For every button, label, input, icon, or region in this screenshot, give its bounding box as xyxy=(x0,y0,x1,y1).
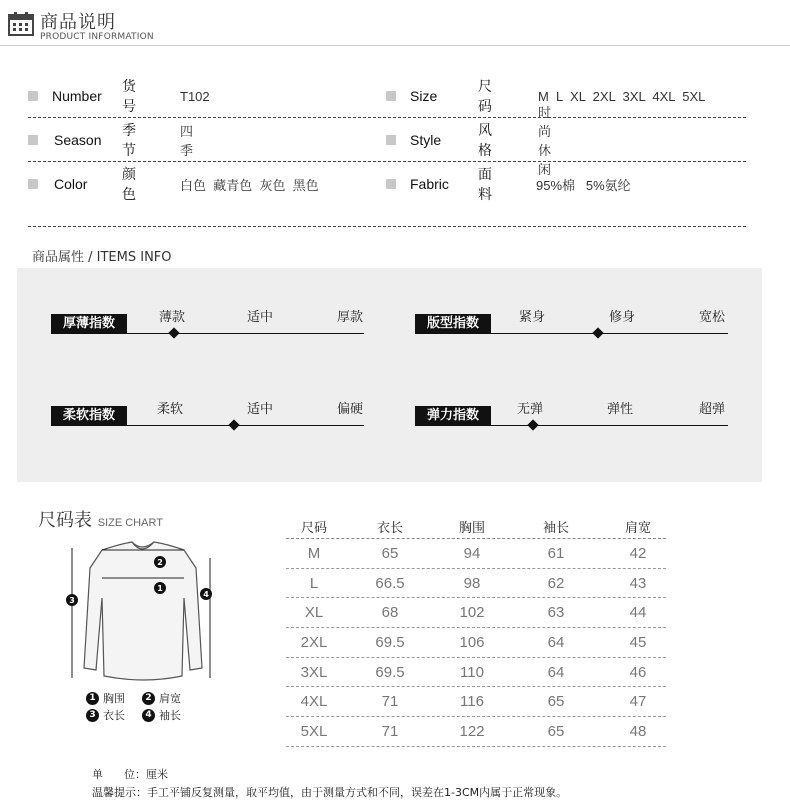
scale-mark-mid: 适中 xyxy=(247,402,274,417)
scale-mark-low: 无弹 xyxy=(517,402,544,417)
scale-mark-high: 厚款 xyxy=(337,310,364,325)
spec-label-en: Style xyxy=(410,132,442,148)
legend-label: 袖长 xyxy=(159,709,181,722)
number-badge-icon: 4 xyxy=(142,709,155,722)
spec-label-en: Fabric xyxy=(410,176,449,192)
bullet-square-icon xyxy=(28,179,38,189)
table-header-cell: 尺码 xyxy=(300,521,327,536)
table-row xyxy=(286,628,666,658)
scale-mark-low: 薄款 xyxy=(159,310,186,325)
scale-mark-mid: 适中 xyxy=(247,310,274,325)
spec-item xyxy=(386,74,706,118)
spec-label-cn: 颜色 xyxy=(122,167,136,203)
spec-label-cn: 面料 xyxy=(478,167,492,203)
table-cell: 62 xyxy=(547,574,565,592)
svg-text:1: 1 xyxy=(157,584,163,593)
table-cell: 106 xyxy=(459,634,485,652)
spec-value: 时尚休闲 xyxy=(538,105,552,177)
scale-mark-high: 宽松 xyxy=(699,310,726,325)
spec-label-cn: 尺码 xyxy=(478,79,492,115)
table-cell: 65 xyxy=(547,693,565,711)
header-divider xyxy=(0,45,790,46)
bullet-square-icon xyxy=(386,135,396,145)
table-row xyxy=(286,687,666,717)
care-tip: 温馨提示：手工平铺反复测量，取平均值，由于测量方式和不同，误差在1-3CM内属于正常现象。 xyxy=(92,786,568,799)
table-cell: 66.5 xyxy=(375,574,405,592)
legend-label: 肩宽 xyxy=(159,692,181,705)
attribute-scale xyxy=(51,306,364,336)
legend-label: 胸围 xyxy=(103,692,125,705)
scale-indicator-icon xyxy=(527,419,538,430)
svg-text:2: 2 xyxy=(157,558,163,567)
header-subtitle: PRODUCT INFORMATION xyxy=(40,32,154,42)
size-chart-title xyxy=(38,506,163,532)
table-header-row xyxy=(286,513,666,539)
table-cell: 44 xyxy=(629,604,647,622)
scale-mark-low: 紧身 xyxy=(519,310,546,325)
attribute-scale xyxy=(51,398,364,428)
spec-value: 四季 xyxy=(180,124,194,158)
spec-value: 白色 藏青色 灰色 黑色 xyxy=(180,177,319,193)
table-cell: 63 xyxy=(547,604,565,622)
legend-item xyxy=(142,690,181,706)
table-cell: 116 xyxy=(460,693,484,711)
table-cell: 65 xyxy=(547,723,565,741)
bullet-square-icon xyxy=(386,91,396,101)
table-cell: 98 xyxy=(463,574,481,592)
number-badge-icon: 2 xyxy=(142,692,155,705)
table-cell: 110 xyxy=(460,663,484,681)
number-badge-icon: 1 xyxy=(86,692,99,705)
table-row xyxy=(286,598,666,628)
svg-text:3: 3 xyxy=(69,596,75,605)
table-cell: 71 xyxy=(381,723,399,741)
attribute-scale xyxy=(415,306,728,336)
spec-label-cn: 货号 xyxy=(122,79,136,115)
bullet-square-icon xyxy=(28,135,38,145)
bullet-square-icon xyxy=(28,91,38,101)
table-row xyxy=(286,539,666,569)
attribute-scale xyxy=(415,398,728,428)
size-chart-title-en: SIZE CHART xyxy=(97,517,163,529)
scale-line xyxy=(51,333,364,334)
bullet-square-icon xyxy=(386,179,396,189)
table-cell: 43 xyxy=(629,574,647,592)
spec-row xyxy=(28,162,746,206)
size-chart-title-cn: 尺码表 xyxy=(38,510,92,531)
scale-line xyxy=(51,425,364,426)
table-cell: M xyxy=(307,545,321,562)
attributes-panel xyxy=(17,268,762,482)
spec-value: 95%棉 5%氨纶 xyxy=(536,177,631,193)
scale-line xyxy=(415,333,728,334)
number-badge-icon: 3 xyxy=(86,709,99,722)
spec-item xyxy=(28,162,319,206)
legend-item xyxy=(86,707,125,723)
table-cell: 64 xyxy=(547,663,565,681)
attribute-label: 柔软指数 xyxy=(51,406,127,426)
legend-item xyxy=(86,690,125,706)
calendar-icon xyxy=(8,12,34,36)
table-cell: 48 xyxy=(629,723,647,741)
unit-note: 单 位：厘米 xyxy=(92,768,168,781)
legend-item xyxy=(142,707,181,723)
spec-label-cn: 季节 xyxy=(122,123,136,159)
table-body xyxy=(286,539,666,747)
table-cell: 42 xyxy=(629,545,647,562)
table-cell: 4XL xyxy=(300,693,328,711)
table-cell: 69.5 xyxy=(375,663,405,681)
table-cell: 102 xyxy=(459,604,485,622)
table-cell: 5XL xyxy=(300,723,328,741)
scale-mark-high: 偏硬 xyxy=(337,402,364,417)
spec-divider xyxy=(28,226,746,227)
scale-mark-mid: 弹性 xyxy=(607,402,634,417)
table-cell: 45 xyxy=(629,634,647,652)
header-title: 商品说明 xyxy=(40,12,116,33)
attributes-title: 商品属性 / ITEMS INFO xyxy=(32,250,172,265)
table-row xyxy=(286,569,666,599)
table-cell: 65 xyxy=(381,545,399,562)
spec-item xyxy=(28,118,194,162)
attribute-label: 厚薄指数 xyxy=(51,314,127,334)
spec-label-en: Size xyxy=(410,88,438,104)
spec-item xyxy=(386,162,631,206)
table-header-cell: 肩宽 xyxy=(624,521,651,536)
table-cell: 46 xyxy=(629,663,647,681)
table-cell: L xyxy=(309,574,319,592)
table-cell: 3XL xyxy=(300,663,328,681)
attribute-label: 版型指数 xyxy=(415,314,491,334)
table-cell: XL xyxy=(304,604,324,622)
table-cell: 64 xyxy=(547,634,565,652)
table-cell: 122 xyxy=(459,723,485,741)
spec-value: M L XL 2XL 3XL 4XL 5XL xyxy=(538,88,706,104)
shirt-measurement-diagram xyxy=(62,538,222,688)
scale-indicator-icon xyxy=(228,419,239,430)
spec-item xyxy=(28,74,210,118)
section-header xyxy=(0,0,790,46)
spec-label-en: Color xyxy=(54,176,88,192)
spec-label-en: Number xyxy=(52,88,102,104)
scale-line xyxy=(415,425,728,426)
spec-item xyxy=(386,105,552,177)
legend-label: 衣长 xyxy=(103,709,125,722)
size-table xyxy=(286,513,666,747)
scale-mark-mid: 修身 xyxy=(609,310,636,325)
table-cell: 61 xyxy=(547,545,565,562)
scale-mark-high: 超弹 xyxy=(699,402,726,417)
spec-value: T102 xyxy=(180,88,210,104)
spec-label-cn: 风格 xyxy=(478,123,492,159)
table-header-cell: 袖长 xyxy=(542,521,569,536)
table-header-cell: 胸围 xyxy=(458,521,485,536)
spec-row xyxy=(28,105,746,177)
scale-mark-low: 柔软 xyxy=(157,402,184,417)
scale-indicator-icon xyxy=(168,327,179,338)
spec-label-en: Season xyxy=(54,132,102,148)
table-cell: 2XL xyxy=(300,634,328,652)
table-cell: 94 xyxy=(463,545,481,562)
scale-indicator-icon xyxy=(592,327,603,338)
table-cell: 68 xyxy=(381,604,399,622)
table-row xyxy=(286,658,666,688)
attribute-label: 弹力指数 xyxy=(415,406,491,426)
table-header-cell: 衣长 xyxy=(376,521,403,536)
table-cell: 71 xyxy=(381,693,399,711)
svg-text:4: 4 xyxy=(203,590,209,599)
table-cell: 47 xyxy=(629,693,647,711)
table-cell: 69.5 xyxy=(375,634,405,652)
spec-row xyxy=(28,74,746,118)
table-row xyxy=(286,717,666,747)
